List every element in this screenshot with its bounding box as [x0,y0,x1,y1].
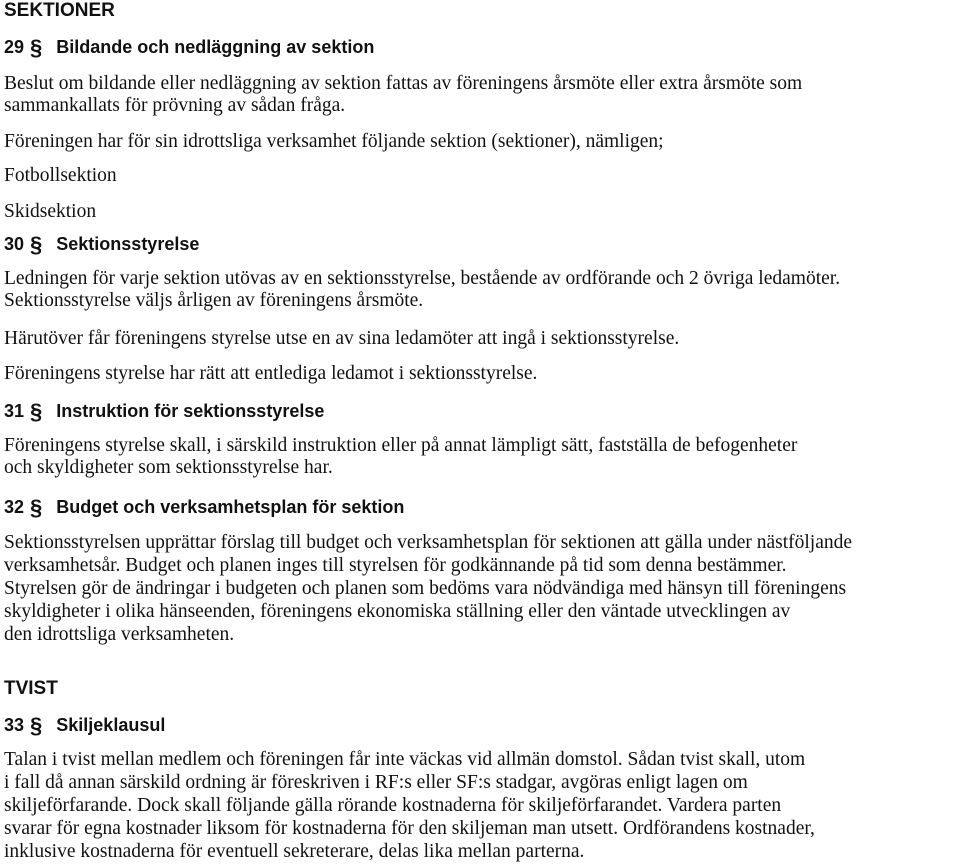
text-line: verksamhetsår. Budget och planen inges till styrelsen för godkännande på tid som denna bestämmer. [4,555,787,576]
paragraph-title: Sektionsstyrelse [56,234,200,254]
list-item: Skidsektion [4,201,97,222]
section-sign: § [30,399,43,424]
text-line: den idrottsliga verksamheten. [4,624,235,645]
section-sign: § [30,495,43,520]
paragraph-number: 31 [4,401,25,421]
text-line: i fall då annan särskild ordning är föreskriven i RF:s eller SF:s stadgar, avgöras enligt lagen om [4,772,748,793]
section-sign: § [30,232,43,257]
paragraph-title: Bildande och nedläggning av sektion [56,37,375,57]
text-line: skyldigheter i olika hänseenden, föreningens ekonomiska ställning eller den väntade utvecklingen av [4,601,791,622]
paragraph-number: 33 [4,715,25,735]
heading-tvist: TVIST [4,678,58,699]
text-line: Föreningens styrelse har rätt att entlediga ledamot i sektionsstyrelse. [4,363,538,384]
text-line: inklusive kostnaderna för eventuell sekreterare, delas lika mellan parterna. [4,841,585,862]
paragraph-title: Instruktion för sektionsstyrelse [56,401,325,421]
paragraph-heading-30 [4,234,199,255]
text-line: Styrelsen gör de ändringar i budgeten och planen som bedöms vara nödvändiga med hänsyn till föreningens [4,578,847,599]
paragraph-heading-33 [4,715,165,736]
text-line: Härutöver får föreningens styrelse utse en av sina ledamöter att ingå i sektionsstyrelse. [4,328,680,349]
paragraph-heading-31 [4,401,324,422]
paragraph-heading-32 [4,497,404,518]
paragraph-title: Budget och verksamhetsplan för sektion [56,497,405,517]
text-line: och skyldigheter som sektionsstyrelse har. [4,457,333,478]
text-line: Föreningen har för sin idrottsliga verksamhet följande sektion (sektioner), nämligen; [4,131,664,152]
text-line: sammankallats för prövning av sådan fråga. [4,95,346,116]
text-line: Sektionsstyrelse väljs årligen av föreningens årsmöte. [4,290,424,311]
text-line: svarar för egna kostnader liksom för kostnaderna för den skiljeman man utsett. Ordförandens kostnader, [4,818,815,839]
section-sign: § [30,35,43,60]
paragraph-number: 30 [4,234,25,254]
list-item: Fotbollsektion [4,165,117,186]
paragraph-number: 29 [4,37,25,57]
paragraph-number: 32 [4,497,25,517]
text-line: skiljeförfarande. Dock skall följande gälla rörande kostnaderna för skiljeförfarandet. Vardera parten [4,795,782,816]
section-sign: § [30,713,43,738]
text-line: Beslut om bildande eller nedläggning av sektion fattas av föreningens årsmöte eller extra årsmöte som [4,73,803,94]
paragraph-heading-29 [4,37,374,58]
heading-sektioner: SEKTIONER [4,0,115,21]
text-line: Sektionsstyrelsen upprättar förslag till budget och verksamhetsplan för sektionen att gälla under nästföljande [4,532,853,553]
text-line: Talan i tvist mellan medlem och föreningen får inte väckas vid allmän domstol. Sådan tvist skall, utom [4,749,806,770]
paragraph-title: Skiljeklausul [56,715,166,735]
text-line: Föreningens styrelse skall, i särskild instruktion eller på annat lämpligt sätt, fastställa de befogenheter [4,435,798,456]
text-line: Ledningen för varje sektion utövas av en sektionsstyrelse, bestående av ordförande och 2 övriga ledamöter. [4,268,841,289]
